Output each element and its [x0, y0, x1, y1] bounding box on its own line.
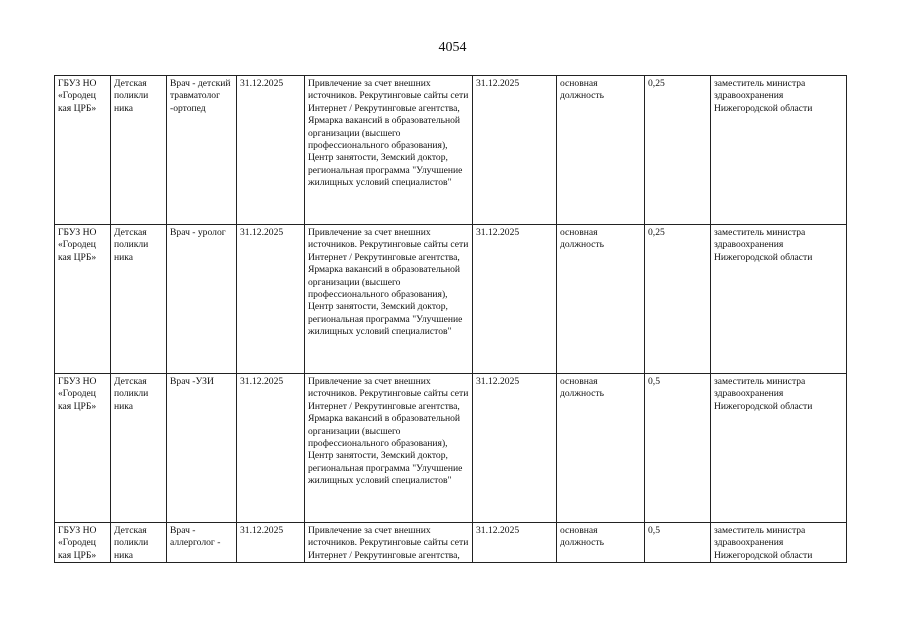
unit-cell: Детская поликли ника	[111, 523, 167, 563]
org-cell: ГБУЗ НО «Городец кая ЦРБ»	[55, 76, 111, 225]
position-cell: Врач - уролог	[167, 225, 237, 374]
completion-date-cell: 31.12.2025	[473, 76, 557, 225]
job-type-cell: основная должность	[557, 225, 645, 374]
completion-date-cell: 31.12.2025	[473, 225, 557, 374]
unit-cell: Детская поликли ника	[111, 225, 167, 374]
position-cell: Врач - детский травматолог -ортопед	[167, 76, 237, 225]
table-row	[55, 523, 847, 563]
position-cell: Врач - аллерголог -	[167, 523, 237, 563]
table-row	[55, 225, 847, 374]
rate-cell: 0,5	[645, 523, 711, 563]
unit-cell: Детская поликли ника	[111, 76, 167, 225]
responsible-cell: заместитель министра здравоохранения Нижегородской области	[711, 76, 847, 225]
deadline-cell: 31.12.2025	[237, 374, 305, 523]
org-cell: ГБУЗ НО «Городец кая ЦРБ»	[55, 523, 111, 563]
deadline-cell: 31.12.2025	[237, 76, 305, 225]
job-type-cell: основная должность	[557, 523, 645, 563]
table-row	[55, 374, 847, 523]
rate-cell: 0,5	[645, 374, 711, 523]
table-row	[55, 76, 847, 225]
deadline-cell: 31.12.2025	[237, 225, 305, 374]
responsible-cell: заместитель министра здравоохранения Нижегородской области	[711, 374, 847, 523]
job-type-cell: основная должность	[557, 374, 645, 523]
position-cell: Врач -УЗИ	[167, 374, 237, 523]
completion-date-cell: 31.12.2025	[473, 374, 557, 523]
staffing-table	[54, 75, 847, 563]
measures-cell: Привлечение за счет внешних источников. Рекрутинговые сайты сети Интернет / Рекрутинговые агентства, Ярмарка вакансий в образовательной организации (высшего профессионального образования), Центр занятости, Земский доктор, региональная программа "Улучшение жилищных условий специалистов"	[305, 225, 473, 374]
unit-cell: Детская поликли ника	[111, 374, 167, 523]
org-cell: ГБУЗ НО «Городец кая ЦРБ»	[55, 374, 111, 523]
org-cell: ГБУЗ НО «Городец кая ЦРБ»	[55, 225, 111, 374]
responsible-cell: заместитель министра здравоохранения Нижегородской области	[711, 523, 847, 563]
completion-date-cell: 31.12.2025	[473, 523, 557, 563]
deadline-cell: 31.12.2025	[237, 523, 305, 563]
measures-cell: Привлечение за счет внешних источников. Рекрутинговые сайты сети Интернет / Рекрутинговые агентства, Ярмарка вакансий в образовательной организации (высшего профессионального образования), Центр занятости, Земский доктор, региональная программа "Улучшение жилищных условий специалистов"	[305, 76, 473, 225]
measures-cell: Привлечение за счет внешних источников. Рекрутинговые сайты сети Интернет / Рекрутинговые агентства, Ярмарка вакансий в образовательной организации (высшего профессионального образования), Центр занятости, Земский доктор, региональная программа "Улучшение жилищных условий специалистов"	[305, 374, 473, 523]
rate-cell: 0,25	[645, 225, 711, 374]
responsible-cell: заместитель министра здравоохранения Нижегородской области	[711, 225, 847, 374]
measures-cell: Привлечение за счет внешних источников. Рекрутинговые сайты сети Интернет / Рекрутинговые агентства,	[305, 523, 473, 563]
job-type-cell: основная должность	[557, 76, 645, 225]
rate-cell: 0,25	[645, 76, 711, 225]
page-number: 4054	[438, 40, 467, 55]
